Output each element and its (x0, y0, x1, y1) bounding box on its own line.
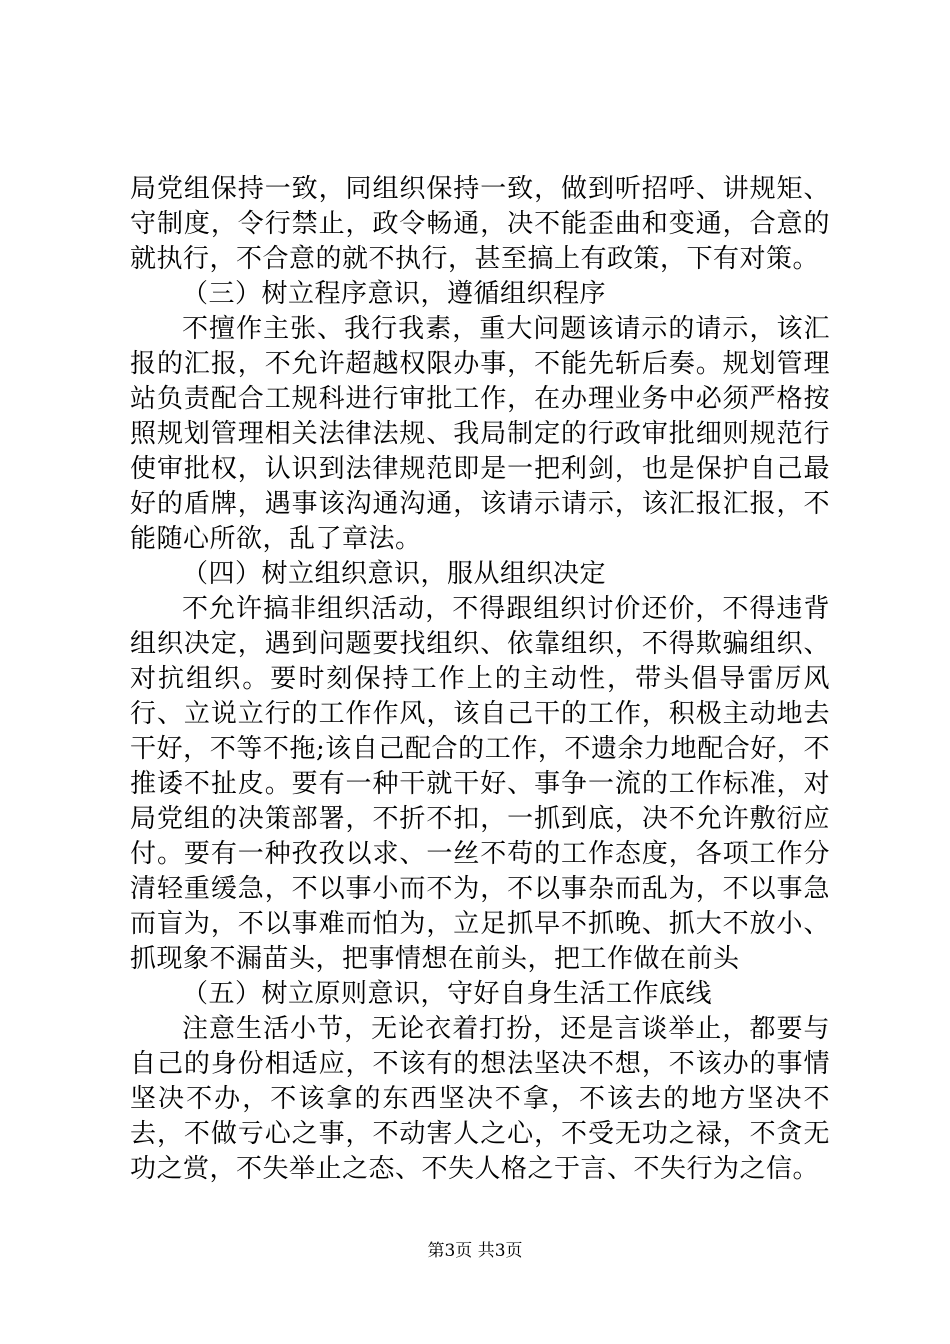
section-3-paragraph: 不擅作主张、我行我素，重大问题该请示的请示，该汇报的汇报，不允许超越权限办事，不能先斩后奏。规划管理站负责配合工规科进行审批工作，在办理业务中必须严格按照规划管理相关法律法规、我局制定的行政审批细则规范行使审批权，认识到法律规范即是一把利剑，也是保护自己最好的盾牌，遇事该沟通沟通，该请示请示，该汇报汇报，不能随心所欲，乱了章法。 (130, 314, 830, 554)
section-heading-4: （四）树立组织意识，服从组织决定 (182, 559, 607, 589)
section-heading-3: （三）树立程序意识，遵循组织程序 (182, 279, 607, 309)
document-body (130, 172, 830, 1187)
page-footer: 第3页 共3页 (427, 1241, 523, 1261)
continuation-paragraph: 局党组保持一致，同组织保持一致，做到听招呼、讲规矩、守制度，令行禁止，政令畅通，决不能歪曲和变通，合意的就执行，不合意的就不执行，甚至搞上有政策，下有对策。 (130, 174, 830, 274)
section-5-paragraph: 注意生活小节，无论衣着打扮，还是言谈举止，都要与自己的身份相适应，不该有的想法坚决不想，不该办的事情坚决不办，不该拿的东西坚决不拿，不该去的地方坚决不去，不做亏心之事，不动害人之心，不受无功之禄，不贪无功之赏，不失举止之态、不失人格之于言、不失行为之信。 (130, 1014, 830, 1184)
section-4-paragraph: 不允许搞非组织活动，不得跟组织讨价还价，不得违背组织决定，遇到问题要找组织、依靠组织，不得欺骗组织、对抗组织。要时刻保持工作上的主动性，带头倡导雷厉风行、立说立行的工作作风，该自己干的工作，积极主动地去干好，不等不拖;该自己配合的工作，不遗余力地配合好，不推诿不扯皮。要有一种干就干好、事争一流的工作标准，对局党组的决策部署，不折不扣，一抓到底，决不允许敷衍应付。要有一种孜孜以求、一丝不苟的工作态度，各项工作分清轻重缓急，不以事小而不为，不以事杂而乱为，不以事急而盲为，不以事难而怕为，立足抓早不抓晚、抓大不放小、抓现象不漏苗头，把事情想在前头，把工作做在前头 (130, 594, 830, 974)
section-heading-5: （五）树立原则意识，守好自身生活工作底线 (182, 979, 713, 1009)
